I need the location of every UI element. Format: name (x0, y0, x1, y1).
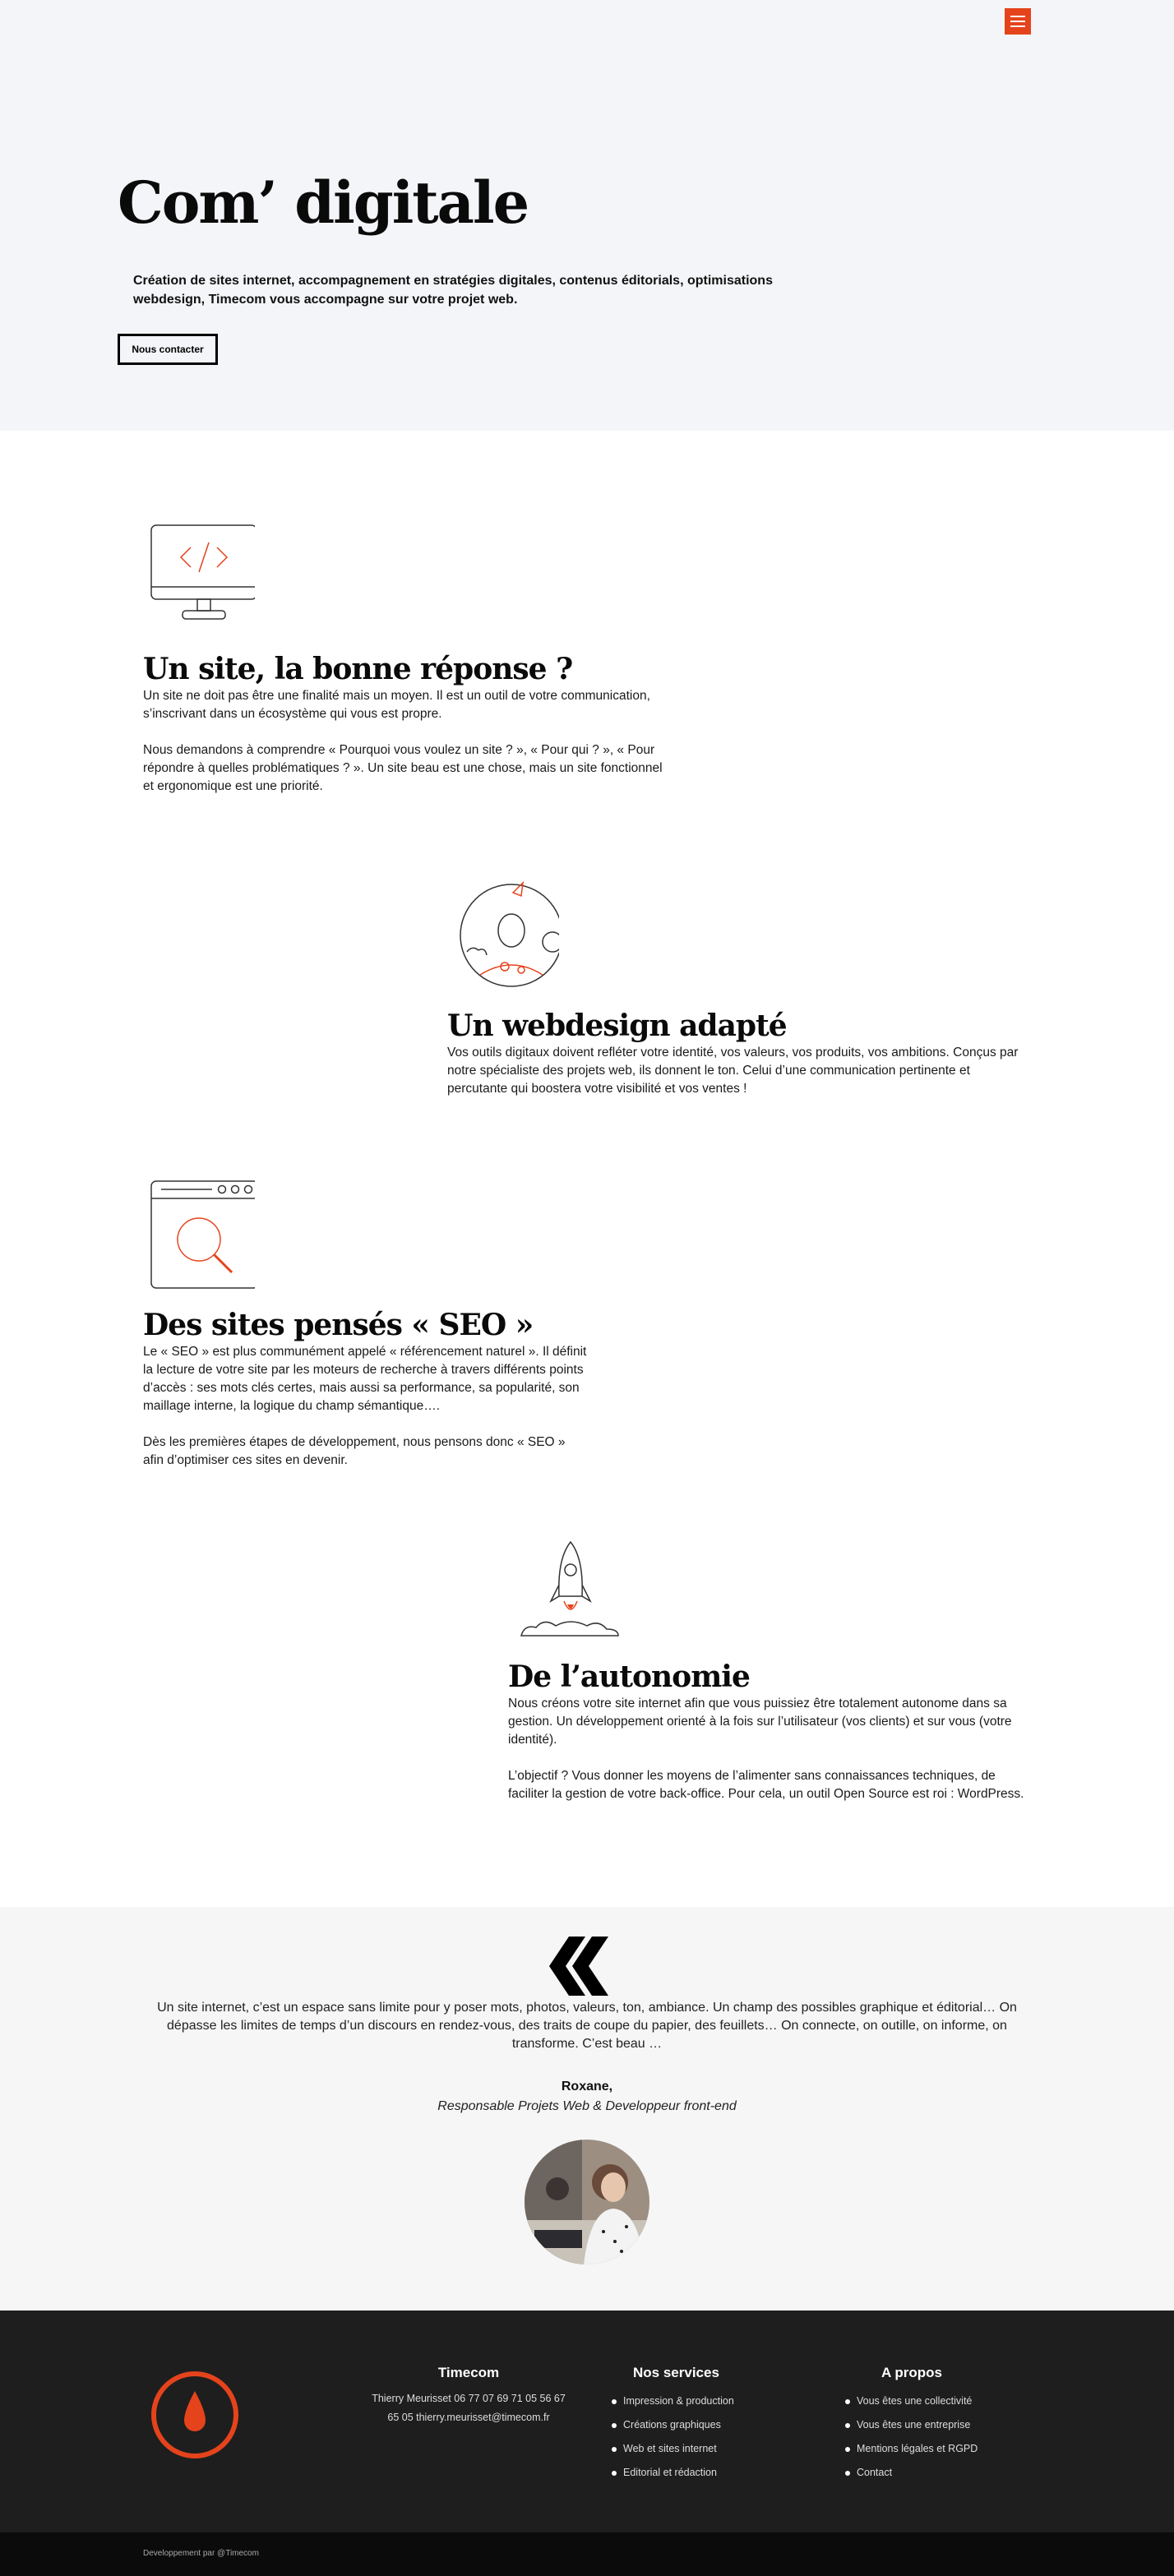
bottom-bar (0, 2532, 1174, 2576)
footer-link[interactable]: Créations graphiques (612, 2413, 793, 2437)
footer-link[interactable]: Vous êtes une collectivité (845, 2389, 1026, 2413)
computer-code-icon (143, 521, 255, 633)
feature-webdesign: Un webdesign adapté Vos outils digitaux doivent refléter votre identité, vos valeurs, vos produits, vos ambitions. Conçus par notre spécialiste des projets web, ils donnent le ton. Celui d’une communication pertinente et percutante qui boostera votre visibilité et vos ventes ! (447, 876, 1023, 1098)
avatar (525, 2140, 649, 2264)
feature-title: De l’autonomie (508, 1660, 750, 1694)
testimonial-role: Responsable Projets Web & Developpeur front-end (437, 2099, 737, 2113)
footer-link[interactable]: Contact (845, 2461, 1026, 2485)
footer-link[interactable]: Vous êtes une entreprise (845, 2413, 1026, 2437)
feature-title: Des sites pensés « SEO » (143, 1308, 534, 1342)
footer-link[interactable]: Impression & production (612, 2389, 793, 2413)
rocket-launch-icon (508, 1539, 620, 1646)
feature-title: Un webdesign adapté (447, 1009, 787, 1043)
testimonial-author: Roxane, (561, 2080, 613, 2094)
footer-link[interactable]: Web et sites internet (612, 2437, 793, 2461)
footer-about: A propos Vous êtes une collectivité Vous êtes une entreprise Mentions légales et RGPD Contact (845, 2365, 1026, 2485)
footer-contact: Thierry Meurisset 06 77 07 69 71 05 56 67 65 05 thierry.meurisset@timecom.fr (372, 2393, 566, 2423)
feature-site: Un site, la bonne réponse ? Un site ne doit pas être une finalité mais un moyen. Il est un outil de votre communication, s’inscrivant dans un écosystème qui vous est propre. Nous demandons à comprendre « Pourquoi vous voulez un site ? », « Pour qui ? », « Pour répondre à quelles problématiques ? ». Un site beau est une chose, mais un site fonctionnel et ergonomique est une priorité. (143, 521, 669, 796)
feature-title: Un site, la bonne réponse ? (143, 652, 573, 686)
testimonial-text: Un site internet, c’est un espace sans limite pour y poser mots, photos, valeurs, ton, ambiance. Un champ des possibles graphique et éditorial… On dépasse les limites de temps d’un discours en rendez-vous, des traits de coupe du papier, des feuillets… On connecte, on outille, on informe, on transforme. C’est beau … (157, 2001, 1017, 2051)
credit-text: Developpement par @Timecom (143, 2549, 259, 2558)
quote-icon (543, 1937, 610, 1996)
hero-text: Création de sites internet, accompagnement en stratégies digitales, contenus éditorials, optimisations webdesign, Timecom vous accompagne sur votre projet web. (133, 274, 773, 307)
footer-link[interactable]: Editorial et rédaction (612, 2461, 793, 2485)
footer-company: Timecom Thierry Meurisset 06 77 07 69 71 05 56 67 65 05 thierry.meurisset@timecom.fr (370, 2365, 567, 2427)
feature-seo: Des sites pensés « SEO » Le « SEO » est plus communément appelé « référencement naturel ». Il définit la lecture de votre site par les moteurs de recherche à travers différents points d’accès : ses mots clés certes, mais aussi sa performance, sa popularité, son maillage interne, la logique du champ sémantique…. Dès les premières étapes de développement, nous pensons donc « SEO » afin d’optimiser ces sites en devenir. (143, 1177, 587, 1470)
footer-services: Nos services Impression & production Créations graphiques Web et sites internet Editorial et rédaction (612, 2365, 793, 2485)
feature-autonomy: De l’autonomie Nous créons votre site internet afin que vous puissiez être totalement autonome dans sa gestion. Un développement orienté à la fois sur l’utilisateur (vos clients) et sur vous (votre identité). L’objectif ? Vous donner les moyens de l’alimenter sans connaissances techniques, de faciliter la gestion de votre back-office. Pour cela, un outil Open Source est roi : WordPress. (508, 1539, 1026, 1803)
planet-rocket-icon (447, 876, 559, 991)
page-title: Com’ digitale (118, 169, 529, 237)
drop-logo-icon[interactable] (151, 2371, 238, 2458)
hero-section (0, 0, 1174, 431)
menu-button-overlay[interactable] (1005, 8, 1031, 35)
browser-search-icon (143, 1177, 255, 1289)
footer (0, 2311, 1174, 2532)
testimonial-section (0, 1907, 1174, 2311)
footer-link[interactable]: Mentions légales et RGPD (845, 2437, 1026, 2461)
contact-button[interactable]: Nous contacter (118, 334, 218, 365)
